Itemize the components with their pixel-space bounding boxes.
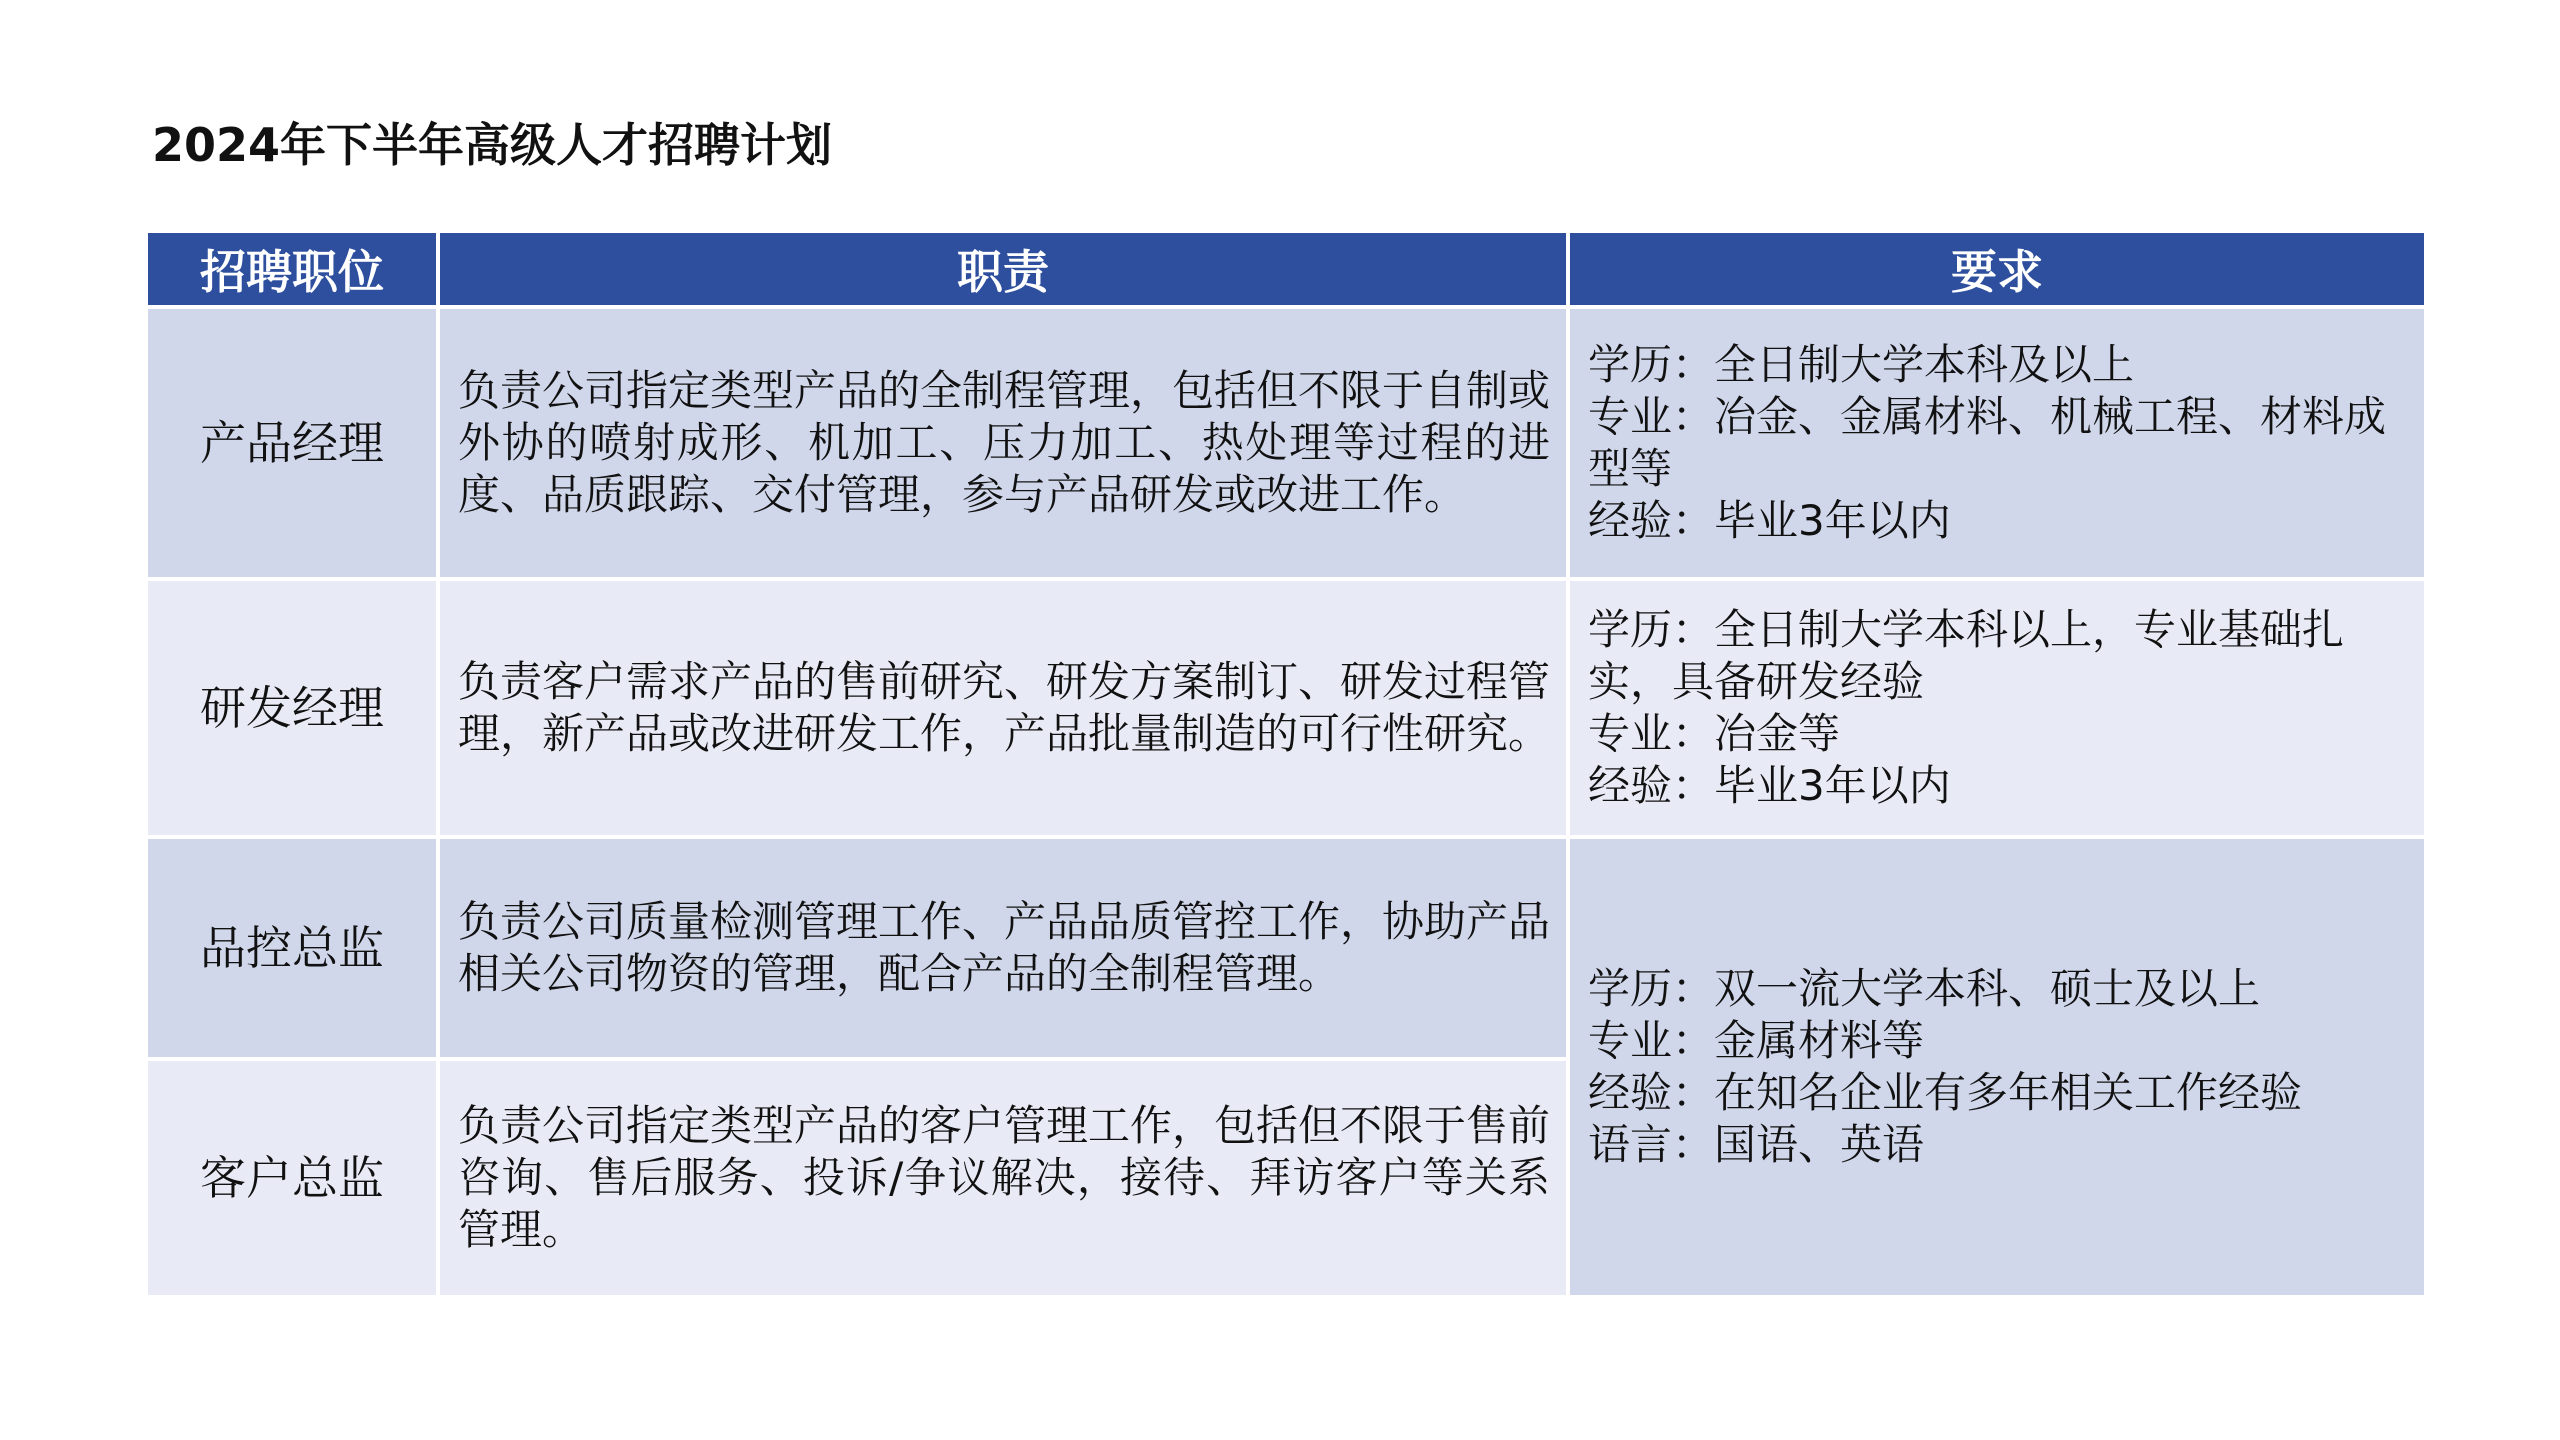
table-row [146, 579, 2426, 837]
header-requirements: 要求 [1568, 231, 2426, 307]
requirements-cell [1568, 307, 2426, 579]
recruitment-table [144, 229, 2428, 1299]
position-cell: 研发经理 [146, 579, 438, 837]
shared-requirements-cell [1568, 837, 2426, 1297]
table-header-row [146, 231, 2426, 307]
duties-cell: 负责公司指定类型产品的全制程管理，包括但不限于自制或外协的喷射成形、机加工、压力加工、热处理等过程的进度、品质跟踪、交付管理，参与产品研发或改进工作。 [438, 307, 1568, 579]
requirement-education: 学历：全日制大学本科以上，专业基础扎实，具备研发经验 [1588, 605, 2345, 706]
requirement-language: 语言：国语、英语 [1588, 1120, 1925, 1169]
requirement-experience: 经验：在知名企业有多年相关工作经验 [1588, 1068, 2303, 1117]
requirement-education: 学历：全日制大学本科及以上 [1588, 340, 2135, 389]
page-title: 2024年下半年高级人才招聘计划 [152, 118, 833, 172]
header-position: 招聘职位 [146, 231, 438, 307]
requirements-cell [1568, 579, 2426, 837]
header-duties: 职责 [438, 231, 1568, 307]
position-cell: 客户总监 [146, 1059, 438, 1297]
requirement-major: 专业：冶金、金属材料、机械工程、材料成型等 [1588, 392, 2387, 493]
table-row [146, 307, 2426, 579]
requirement-experience: 经验：毕业3年以内 [1588, 761, 1951, 810]
requirement-experience: 经验：毕业3年以内 [1588, 496, 1951, 545]
duties-cell: 负责客户需求产品的售前研究、研发方案制订、研发过程管理，新产品或改进研发工作，产品批量制造的可行性研究。 [438, 579, 1568, 837]
table-row [146, 837, 2426, 1059]
duties-cell: 负责公司指定类型产品的客户管理工作，包括但不限于售前咨询、售后服务、投诉/争议解决，接待、拜访客户等关系管理。 [438, 1059, 1568, 1297]
duties-cell: 负责公司质量检测管理工作、产品品质管控工作，协助产品相关公司物资的管理，配合产品的全制程管理。 [438, 837, 1568, 1059]
requirement-major: 专业：金属材料等 [1588, 1016, 1925, 1065]
position-cell: 品控总监 [146, 837, 438, 1059]
requirement-major: 专业：冶金等 [1588, 709, 1841, 758]
requirement-education: 学历：双一流大学本科、硕士及以上 [1588, 964, 2261, 1013]
position-cell: 产品经理 [146, 307, 438, 579]
